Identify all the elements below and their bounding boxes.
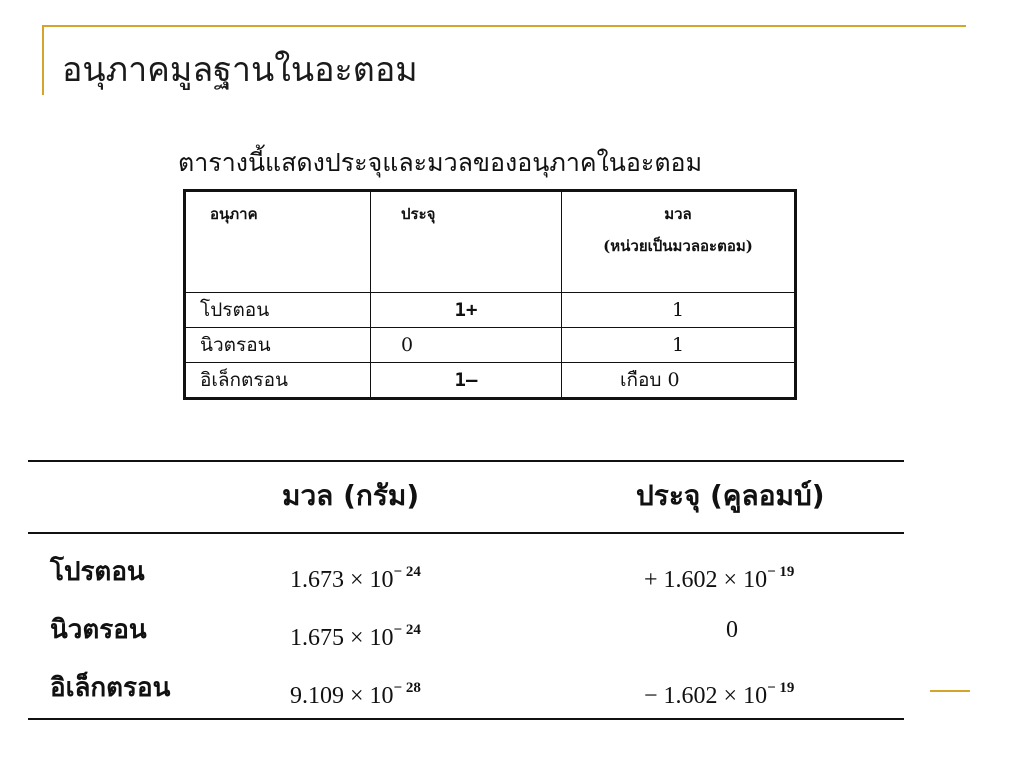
particle-name: นิวตรอน <box>185 328 371 363</box>
neutron-charge: 0 <box>726 617 738 643</box>
mass-base: 9.109 × 10 <box>290 683 394 709</box>
mass-exponent: − 28 <box>393 680 421 696</box>
mass-value: 1 <box>562 293 796 328</box>
mass-base: 1.675 × 10 <box>290 625 394 651</box>
table-caption: ตารางนี้แสดงประจุและมวลของอนุภาคในอะตอม <box>178 148 703 177</box>
table-top-rule <box>28 460 904 462</box>
header-mass-grams: มวล (กรัม) <box>282 479 420 512</box>
mass-value: 1 <box>562 328 796 363</box>
mass-exponent: − 24 <box>393 622 421 638</box>
table-header-row <box>185 191 796 293</box>
electron-mass <box>290 672 421 712</box>
mass-exponent: − 24 <box>393 564 421 580</box>
header-mass-label: มวล <box>664 205 692 223</box>
table-row <box>185 293 796 328</box>
charge-value: 0 <box>371 328 562 363</box>
charge-base: − 1.602 × 10 <box>644 683 768 709</box>
header-particle: อนุภาค <box>185 191 371 293</box>
charge-exponent: − 19 <box>767 564 795 580</box>
proton-charge <box>644 556 794 596</box>
header-charge-coulomb: ประจุ (คูลอมบ์) <box>636 479 825 512</box>
table-row <box>185 328 796 363</box>
charge-base: + 1.602 × 10 <box>644 567 768 593</box>
proton-mass <box>290 556 421 596</box>
table-header-rule <box>28 532 904 534</box>
particle-name: โปรตอน <box>185 293 371 328</box>
electron-label: อิเล็กตรอน <box>50 673 171 703</box>
header-charge: ประจุ <box>371 191 562 293</box>
header-mass-unit: (หน่วยเป็นมวลอะตอม) <box>603 237 753 255</box>
electron-charge <box>644 672 794 712</box>
header-mass <box>562 191 796 293</box>
neutron-label: นิวตรอน <box>50 615 147 645</box>
charge-exponent: − 19 <box>767 680 795 696</box>
neutron-mass <box>290 614 421 654</box>
particle-table <box>183 189 797 400</box>
charge-value: 1+ <box>371 293 562 328</box>
proton-label: โปรตอน <box>50 557 145 587</box>
top-accent-rule <box>42 25 966 27</box>
mass-value: เกือบ 0 <box>562 363 796 399</box>
title-accent-bar <box>42 25 44 95</box>
accent-mark <box>930 690 970 692</box>
table-row <box>185 363 796 399</box>
particle-name: อิเล็กตรอน <box>185 363 371 399</box>
slide-title: อนุภาคมูลฐานในอะตอม <box>62 50 418 90</box>
charge-value: 1– <box>371 363 562 399</box>
mass-base: 1.673 × 10 <box>290 567 394 593</box>
table-bottom-rule <box>28 718 904 720</box>
